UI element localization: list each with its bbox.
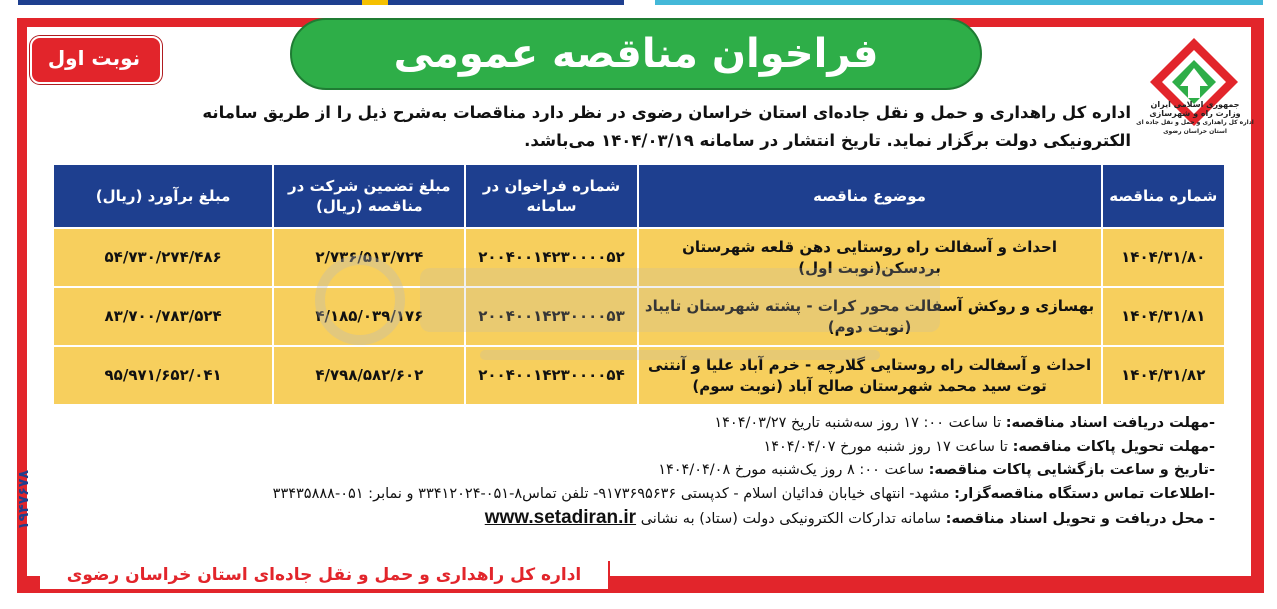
cell-guarantee-amount: ۴/۱۸۵/۰۳۹/۱۷۶ [273,287,465,346]
detail-label: - محل دریافت و تحویل اسناد مناقصه: [945,511,1215,527]
cell-tender-subject: احداث و آسفالت راه روستایی دهن قلعه شهرستان بردسکن(نوبت اول) [638,228,1102,287]
detail-label: -اطلاعات تماس دستگاه مناقصه‌گزار: [954,485,1215,502]
cell-guarantee-amount: ۴/۷۹۸/۵۸۲/۶۰۲ [273,346,465,405]
detail-value: تا ساعت ۰۰: ۱۷ روز سه‌شنبه تاریخ ۱۴۰۴/۰۳/۲۷ [714,415,1002,431]
detail-place [55,506,1215,532]
detail-doc-receipt [55,412,1215,436]
top-border-accent [362,0,388,5]
detail-delivery [55,436,1215,460]
cell-tender-number: ۱۴۰۴/۳۱/۸۰ [1102,228,1225,287]
cell-tender-subject: احداث و آسفالت راه روستایی گلارچه - خرم آباد علیا و آنتنی توت سید محمد شهرستان صالح آباد (نوبت سوم) [638,346,1102,405]
detail-value: مشهد- انتهای خیابان فدائیان اسلام - کدپستی ۹۱۷۳۶۹۵۶۳۶- تلفن تماس۸-۰۵۱-۳۳۴۱۲۰۲۴ و نمابر: ۰۵۱-۳۳۴۳۵۸۸۸ [272,485,950,502]
logo-caption-line: استان خراسان رضوی [1163,128,1227,135]
detail-label: -مهلت تحویل پاکات مناقصه: [1012,438,1215,455]
top-border-blue [18,0,624,5]
side-reference-code [16,440,40,560]
footer-org-name: اداره کل راهداری و حمل و نقل جاده‌ای استان خراسان رضوی [66,565,582,585]
top-border-cyan [655,0,1263,5]
cell-call-number: ۲۰۰۴۰۰۱۴۲۳۰۰۰۰۵۲ [465,228,637,287]
cell-call-number: ۲۰۰۴۰۰۱۴۲۳۰۰۰۰۵۴ [465,346,637,405]
detail-value: ساعت ۰۰: ۸ روز یک‌شنبه مورخ ۱۴۰۴/۰۴/۰۸ [658,462,924,478]
header-call-number: شماره فراخوان در سامانه [465,164,637,228]
setad-website-link[interactable]: www.setadiran.ir [484,507,637,528]
detail-label: -مهلت دریافت اسناد مناقصه: [1005,415,1215,431]
page-title: فراخوان مناقصه عمومی [393,31,879,77]
detail-contact [55,483,1215,507]
table-header-row [53,164,1225,228]
logo-caption-line: اداره کل راهداری و حمل و نقل جاده ای [1136,119,1254,126]
cell-estimate-amount: ۵۴/۷۳۰/۲۷۴/۴۸۶ [53,228,273,287]
cell-call-number: ۲۰۰۴۰۰۱۴۲۳۰۰۰۰۵۳ [465,287,637,346]
side-code-text: ۱۹۴۷۶۷۸ [16,470,32,530]
logo-caption-line: وزارت راه و شهرسازی [1149,109,1241,118]
logo-caption-line: جمهوری اسلامی ایران [1150,100,1240,109]
cell-tender-subject: بهسازی و روکش آسفالت محور کرات - پشته شهرستان تایباد (نوبت دوم) [638,287,1102,346]
intro-line-1: اداره کل راهداری و حمل و نقل جاده‌ای استان خراسان رضوی در نظر دارد مناقصات به‌شرح ذیل را از طریق سامانه [202,103,1131,122]
round-badge-label: نوبت اول [47,46,141,70]
cell-guarantee-amount: ۲/۷۳۶/۵۱۳/۷۲۴ [273,228,465,287]
header-tender-subject: موضوع مناقصه [638,164,1102,228]
cell-estimate-amount: ۸۳/۷۰۰/۷۸۳/۵۲۴ [53,287,273,346]
detail-value: تا ساعت ۱۷ روز شنبه مورخ ۱۴۰۴/۰۴/۰۷ [763,438,1008,455]
detail-opening [55,459,1215,483]
tender-details [55,412,1215,532]
detail-value: سامانه تدارکات الکترونیکی دولت (ستاد) به نشانی [640,511,942,527]
intro-line-2: الکترونیکی دولت برگزار نماید. تاریخ انتشار در سامانه ۱۴۰۴/۰۳/۱۹ می‌باشد. [524,131,1131,150]
cell-estimate-amount: ۹۵/۹۷۱/۶۵۲/۰۴۱ [53,346,273,405]
cell-tender-number: ۱۴۰۴/۳۱/۸۱ [1102,287,1225,346]
header-tender-number: شماره مناقصه [1102,164,1225,228]
table-row [53,228,1225,287]
header-estimate-amount: مبلغ برآورد (ریال) [53,164,273,228]
cell-tender-number: ۱۴۰۴/۳۱/۸۲ [1102,346,1225,405]
table-row [53,287,1225,346]
table-row [53,346,1225,405]
detail-label: -تاریخ و ساعت بازگشایی پاکات مناقصه: [928,462,1215,478]
header-guarantee-amount: مبلغ تضمین شرکت در مناقصه (ریال) [273,164,465,228]
tender-table [52,163,1226,406]
logo-caption [1136,100,1254,136]
